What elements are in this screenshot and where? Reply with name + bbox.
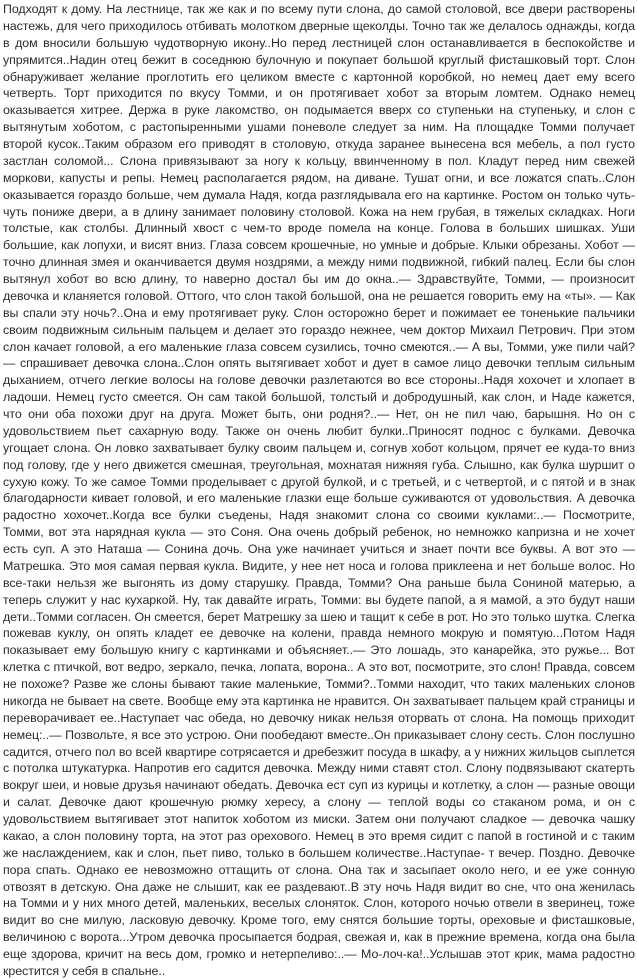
story-text: Подходят к дому. На лестнице, так же как и по всему пути слона, до самой столовой, все двери растворены настежь, для чего приходилось отбивать молотком дверные щеколды. Точно так же делалось однажды, когда в дом вносили большую чудотворную икону..Но перед лестницей слон останавливается в беспокойстве и упрямится..Надин отец бежит в соседнюю булочную и покупает большой круглый фисташковый торт. Слон обнаруживает желание проглотить его целиком вместе с картонной коробкой, но немец дает ему всего четверть. Торт приходится по вкусу Томми, и он протягивает хобот за вторым ломтем. Однако немец оказывается хитрее. Держа в руке лакомство, он подымается вверх со ступеньки на ступеньку, и слон с вытянутым хоботом, с растопыренными ушами поневоле следует за ним. На площадке Томми получает второй кусок..Таким образом его приводят в столовую, откуда заранее вынесена вся мебель, а пол густо застлан соломой... Слона привязывают за ногу к кольцу, ввинченному в пол. Кладут перед ним свежей моркови, капусты и репы. Немец располагается рядом, на диване. Тушат огни, и все ложатся спать..Слон оказывается гораздо больше, чем думала Надя, когда разглядывала его на картинке. Ростом он только чуть-чуть пониже двери, а в длину занимает половину столовой. Кожа на нем грубая, в тяжелых складках. Ноги толстые, как столбы. Длинный хвост с чем-то вроде помела на конце. Голова в больших шишках. Уши большие, как лопухи, и висят вниз. Глаза совсем крошечные, но умные и добрые. Клыки обрезаны. Хобот — точно длинная змея и оканчивается двумя ноздрями, а между ними подвижной, гибкий палец. Если бы слон вытянул хобот во всю длину, то наверно достал бы им до окна..— Здравствуйте, Томми, — произносит девочка и кланяется головой. Оттого, что слон такой большой, она не решается говорить ему на «ты». — Как вы спали эту ночь?..Она и ему протягивает руку. Слон осторожно берет и пожимает ее тоненькие пальчики своим подвижным сильным пальцем и делает это гораздо нежнее, чем доктор Михаил Петрович. При этом слон качает головой, а его маленькие глаза совсем сузились, точно смеются..— А вы, Томми, уже пили чай? — спрашивает девочка слона..Слон опять вытягивает хобот и дует в самое лицо девочки теплым сильным дыханием, отчего легкие волосы на голове девочки разлетаются во все стороны..Надя хохочет и хлопает в ладоши. Немец густо смеется. Он сам такой большой, толстый и добродушный, как слон, и Наде кажется, что они оба похожи друг на друга. Может быть, они родня?..— Нет, он не пил чаю, барышня. Но он с удовольствием пьет сахарную воду. Также он очень любит булки..Приносят поднос с булками. Девочка угощает слона. Он ловко захватывает булку своим пальцем и, согнув хобот кольцом, прячет ее куда-то вниз под голову, где у него движется смешная, треугольная, мохнатая нижняя губа. Слышно, как булка шуршит о сухую кожу. То же самое Томми проделывает с другой булкой, и с третьей, и с четвертой, и с пятой и в знак благодарности кивает головой, и его маленькие глазки еще больше суживаются от удовольствия. А девочка радостно хохочет..Когда все булки съедены, Надя знакомит слона со своими куклами:..— Посмотрите, Томми, вот эта нарядная кукла — это Соня. Она очень добрый ребенок, но немножко капризна и не хочет есть суп. А это Наташа — Сонина дочь. Она уже начинает учиться и знает почти все буквы. А вот это — Матрешка. Это моя самая первая кукла. Видите, у нее нет носа и голова приклеена и нет больше волос. Но все-таки нельзя же выгонять из дому старушку. Правда, Томми? Она раньше была Сониной матерью, а теперь служит у нас кухаркой. Ну, так давайте играть, Томми: вы будете папой, а я мамой, а это будут наши дети..Томми согласен. Он смеется, берет Матрешку за шею и тащит к себе в рот. Но это только шутка. Слегка пожевав куклу, он опять кладет ее девочке на колени, правда немного мокрую и помятую...Потом Надя показывает ему большую книгу с картинками и объясняет..— Это лошадь, это канарейка, это ружье... Вот клетка с птичкой, вот ведро, зеркало, печка, лопата, ворона.. А это вот, посмотрите, это слон! Правда, совсем не похоже? Разве же слоны бывают такие маленькие, Томми?..Томми находит, что таких маленьких слонов никогда не бывает на свете. Вообще ему эта картинка не нравится. Он захватывает пальцем край страницы и переворачивает ее..Наступает час обеда, но девочку никак нельзя оторвать от слона. На помощь приходит немец:..— Позвольте, я все это устрою. Они пообедают вместе..Он приказывает слону сесть. Слон послушно садится, отчего пол во всей квартире сотрясается и дребезжит посуда в шкафу, а у нижних жильцов сыплется с потолка штукатурка. Напротив его садится девочка. Между ними ставят стол. Слону подвязывают скатерть вокруг шеи, и новые друзья начинают обедать. Девочка ест суп из курицы и котлетку, а слон — разные овощи и салат. Девочке дают крошечную рюмку хересу, а слону — теплой воды со стаканом рома, и он с удовольствием вытягивает этот напиток хоботом из миски. Затем они получают сладкое — девочка чашку какао, а слон половину торта, на этот раз орехового. Немец в это время сидит с папой в гостиной и с таким же наслаждением, как и слон, пьет пиво, только в большем количестве..Наступае- т вечер. Поздно. Девочке пора спать. Однако ее невозможно оттащить от слона. Она так и засыпает около него, и ее уже сонную отвозят в детскую. Она даже не слышит, как ее раздевают..В эту ночь Надя видит во сне, что она женилась на Томми и у них много детей, маленьких, веселых слоняток. Слон, которого ночью отвели в зверинец, тоже видит во сне милую, ласковую девочку. Кроме того, ему снятся большие торты, ореховые и фисташковые, величиною с ворота...Утром девочка просыпается бодрая, свежая и, как в прежние времена, когда она была еще здорова, кричит на весь дом, громко и нетерпеливо:..— Мо-лоч-ка!..Услышав этот крик, мама радостно крестится у себя в спальне.. <box>3 2 635 978</box>
